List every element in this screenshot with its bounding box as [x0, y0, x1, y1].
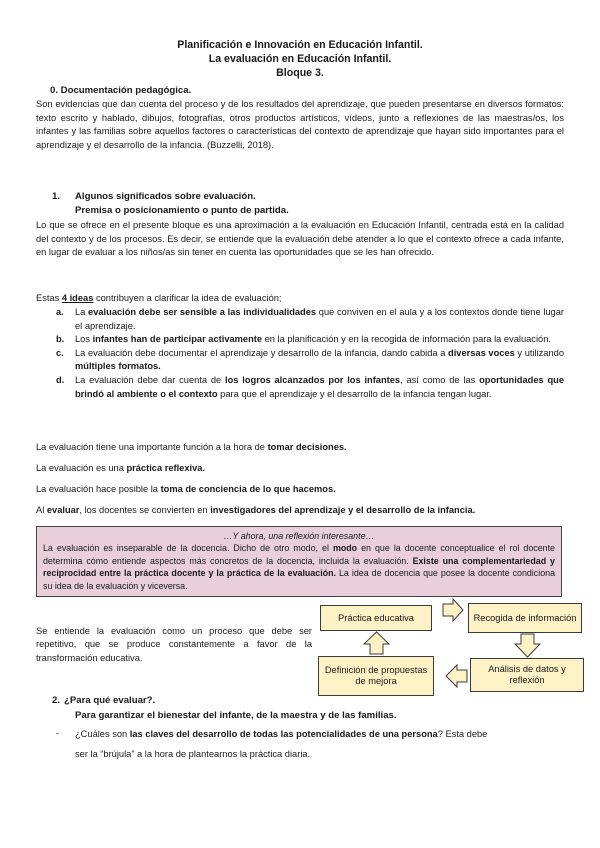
section-1-body: Lo que se ofrece en el presente bloque es una aproximación a la evaluación en Educación Infantil, centrada está en la calidad del contexto y de los procesos. Es decir, se entiende que la evaluación debe atender a lo que el contexto ofrece a cada infante, en lugar de evaluar a los niños/as sin tener en cuenta las oportunidades que se les han ofrecido. — [36, 220, 564, 258]
section-0-body: Son evidencias que dan cuenta del proceso y de los resultados del aprendizaje, que pueden presentarse en diversos formatos: texto escrito y hablado, dibujos, fotografías, otros productos artísticos, vídeos, junto a reflexiones de las maestras/os, los infantes y las familias sobre aquellos factores o características del contexto de aprendizaje que hayan sido importantes para el aprendizaje y el desarrollo de la infancia. (Buzzelli, 2018). — [36, 99, 564, 150]
arrow-down-icon — [515, 634, 540, 657]
statement-reflective: La evaluación es una práctica reflexiva. — [36, 463, 206, 473]
reflection-header: …Y ahora, una reflexión interesante… — [223, 531, 375, 541]
doc-title-subject: Planificación e Innovación en Educación Infantil. — [177, 39, 423, 51]
cycle-step-practice: Práctica educativa — [320, 605, 432, 631]
section-2-number: 2. — [52, 695, 61, 706]
section-2-subheading: Para garantizar el bienestar del infante, de la maestra y de las familias. — [75, 710, 397, 721]
section-2-heading: ¿Para qué evaluar?. — [64, 695, 156, 706]
section-2-question: ¿Cuáles son las claves del desarrollo de todas las potencialidades de una persona? Esta debe — [75, 729, 488, 739]
reflection-box — [36, 526, 562, 597]
reflection-body: La evaluación es inseparable de la docencia. Dicho de otro modo, el modo en que la docente conceptualice el rol docente determina cómo entiende aspectos más concretos de la docencia, incluida la evaluación. Existe una complementariedad y reciprocidad entre la práctica docente y la práctica de la evaluación. La idea de docencia que posee la docente condiciona su idea de la evaluación y viceversa. — [43, 543, 555, 591]
section-1-subheading: Premisa o posicionamiento o punto de partida. — [75, 205, 289, 216]
cycle-step-analysis: Análisis de datos y reflexión — [470, 658, 584, 692]
ideas-list — [56, 306, 564, 401]
list-item: d. La evaluación debe dar cuenta de los logros alcanzados por los infantes, así como de las oportunidades que brindó al ambiente o el contexto para que el aprendizaje y el desarrollo de la infancia tengan lugar. — [56, 374, 564, 399]
arrow-right-icon — [443, 599, 463, 621]
section-1-number: 1. — [52, 191, 61, 202]
list-item: a. La evaluación debe ser sensible a las individualidades que conviven en el aula y a los contextos donde tiene lugar el aprendizaje. — [56, 307, 564, 331]
cycle-arrows — [300, 595, 600, 705]
list-item: b. Los infantes han de participar activamente en la planificación y en la recogida de información para la evaluación. — [56, 334, 551, 345]
statement-decisions: La evaluación tiene una importante función a la hora de tomar decisiones. — [36, 442, 347, 452]
cycle-step-improvement: Definición de propuestas de mejora — [318, 656, 434, 696]
arrow-left-icon — [446, 665, 467, 687]
list-item: c. La evaluación debe documentar el aprendizaje y desarrollo de la infancia, dando cabida a diversas voces y utilizando múltiples formatos. — [56, 347, 564, 372]
doc-title-topic: La evaluación en Educación Infantil. — [208, 53, 392, 65]
arrow-up-icon — [364, 632, 389, 654]
statement-awareness: La evaluación hace posible la toma de conciencia de lo que hacemos. — [36, 484, 336, 494]
statement-researchers: Al evaluar, los docentes se convierten en investigadores del aprendizaje y el desarrollo de la infancia. — [36, 505, 476, 515]
cycle-step-collection: Recogida de información — [468, 603, 582, 633]
cycle-intro: Se entiende la evaluación como un proceso que debe ser repetitivo, que se produce constantemente a favor de la transformación educativa. — [36, 626, 312, 663]
doc-title-block: Bloque 3. — [276, 67, 324, 79]
section-2-question-cont: ser la “brújula” a la hora de plantearnos la práctica diaria. — [75, 749, 311, 759]
bullet-marker: - — [56, 728, 60, 738]
section-0-heading: 0. Documentación pedagógica. — [50, 85, 192, 96]
section-1-heading: Algunos significados sobre evaluación. — [75, 191, 256, 202]
ideas-intro: Estas 4 ideas contribuyen a clarificar la idea de evaluación; — [36, 293, 282, 303]
